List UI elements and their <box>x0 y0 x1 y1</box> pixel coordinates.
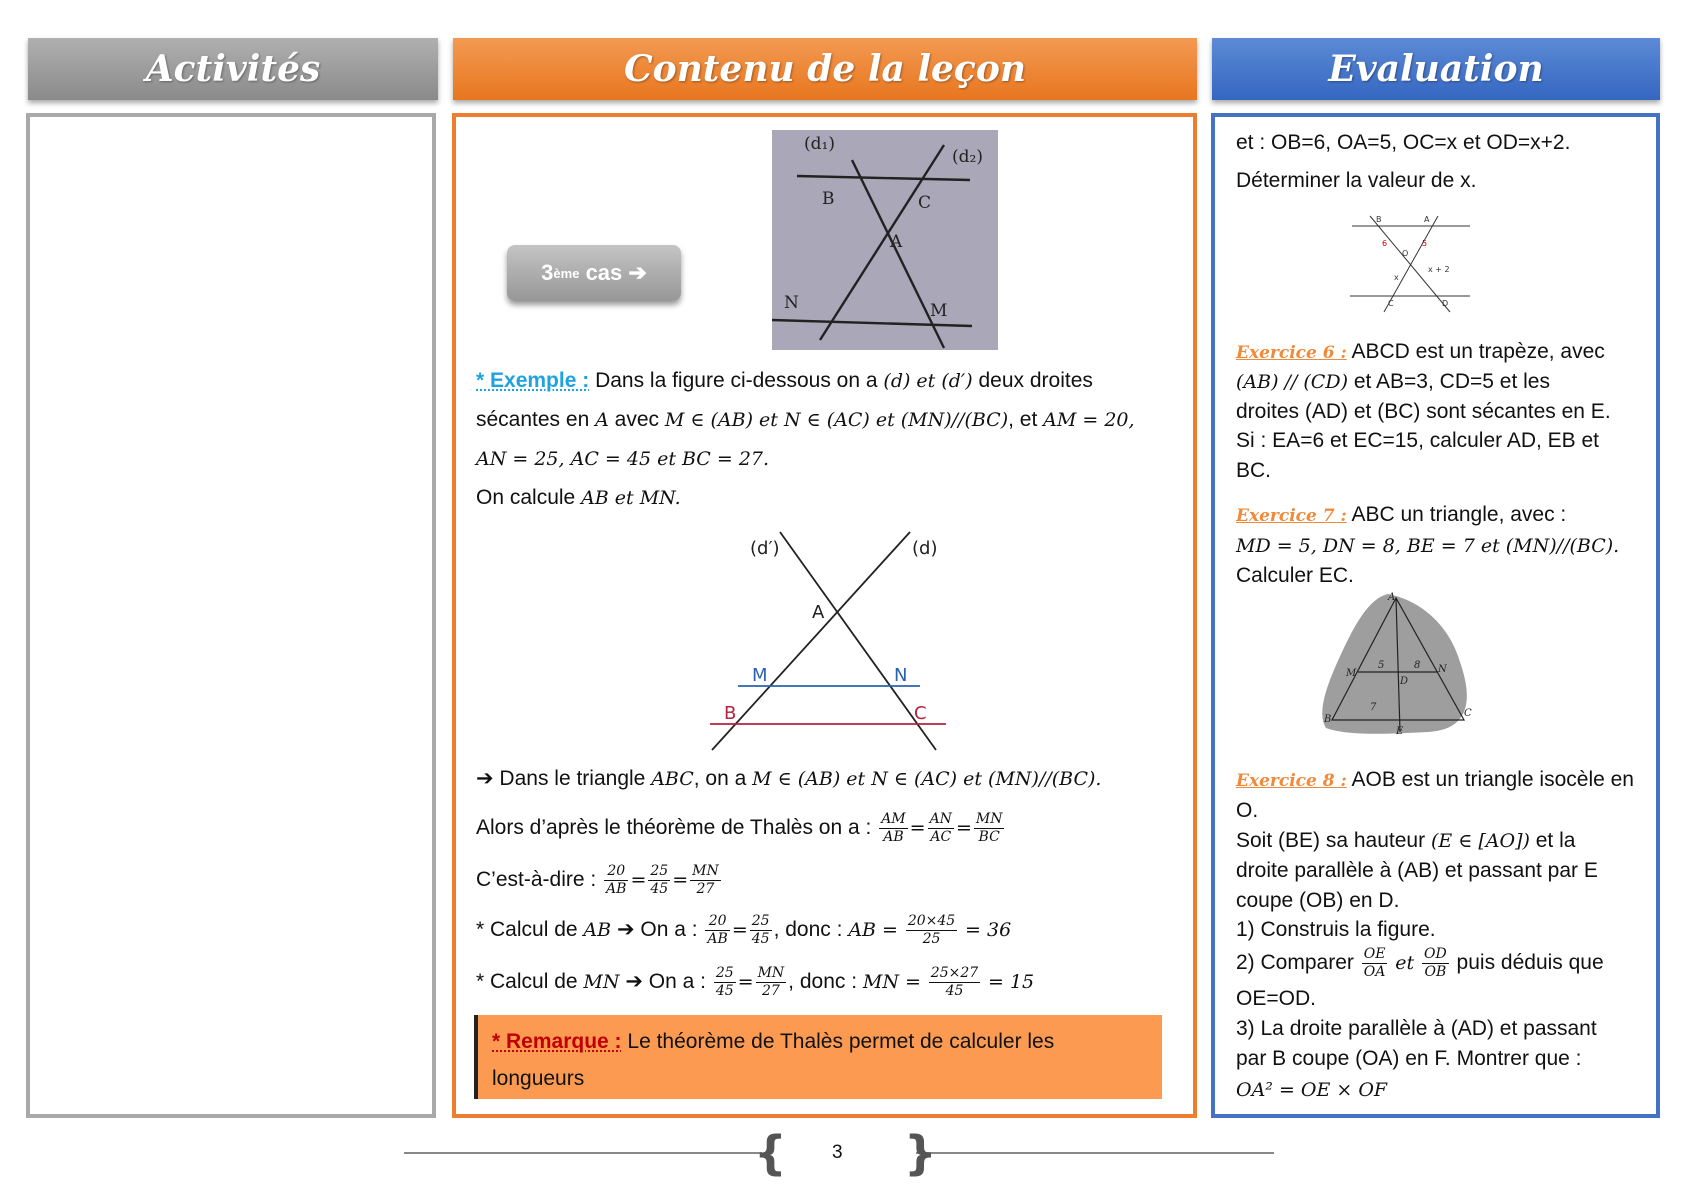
frac-den: AB <box>707 930 728 947</box>
ex6-line-2 <box>1236 367 1550 397</box>
header-lecon: Contenu de la leçon <box>453 38 1197 100</box>
frac-den: 45 <box>715 982 734 999</box>
footer-line-right <box>916 1152 1274 1154</box>
remark-box <box>474 1015 1162 1099</box>
label-C2: C <box>914 703 927 724</box>
ex8-l11: OA² = OE × OF <box>1236 1079 1388 1101</box>
eq-sign: = <box>672 869 689 891</box>
label-D3: D <box>1442 299 1449 308</box>
frac-num: AM <box>881 810 906 827</box>
figure-ex7 <box>1318 592 1476 736</box>
s4-m: AB <box>583 919 612 941</box>
line-ac <box>1384 216 1438 312</box>
frac-num: 20 <box>705 913 729 931</box>
ex8-line-3 <box>1236 826 1575 856</box>
label-N2: N <box>894 665 908 686</box>
label-O3: O <box>1402 249 1409 258</box>
s5-m: MN <box>583 971 620 993</box>
frac-num: OD <box>1424 945 1447 962</box>
ex7-label: Exercice 7 : <box>1236 506 1347 526</box>
frac-den: OA <box>1363 963 1386 980</box>
s1-m2: M ∈ (AB) et N ∈ (AC) et (MN)//(BC). <box>752 768 1102 790</box>
label-5: 5 <box>1422 239 1428 248</box>
ex8-line-11 <box>1236 1075 1387 1105</box>
frac-oe-oa <box>1362 946 1388 981</box>
frac-mn-bc <box>974 811 1005 846</box>
s5-a: * Calcul de <box>476 970 578 993</box>
ex8-l7-b: puis déduis que <box>1456 951 1604 974</box>
label-d2: (d₂) <box>952 147 983 167</box>
label-B: B <box>822 189 835 209</box>
page-number: 3 <box>832 1142 843 1163</box>
frac-num: 25 <box>751 912 770 929</box>
label-C4: C <box>1464 708 1472 719</box>
eval-line-1: et : OB=6, OA=5, OC=x et OD=x+2. <box>1236 131 1571 154</box>
case-word: cas <box>585 260 623 285</box>
frac-num: MN <box>757 964 785 981</box>
remark-text: Le théorème de Thalès permet de calculer les longueurs <box>492 1030 1055 1090</box>
frac-num: MN <box>975 810 1003 827</box>
ex8-l1: AOB est un triangle isocèle en <box>1351 768 1634 791</box>
ex6-m1: (AB) // (CD) <box>1236 371 1348 393</box>
label-dprime: (d′) <box>750 538 780 559</box>
frac-25x27-45 <box>929 965 980 1000</box>
s2-a: Alors d’après le théorème de Thalès on a : <box>476 816 872 839</box>
arrow-right-icon: ➔ <box>628 260 647 285</box>
eval-line-2: Déterminer la valeur de x. <box>1236 169 1477 192</box>
s4-c: , donc : <box>773 918 843 941</box>
eq-sign: = <box>630 869 647 891</box>
eq-sign: = <box>731 919 748 941</box>
header-evaluation: Evaluation <box>1212 38 1660 100</box>
label-d1: (d₁) <box>804 134 835 154</box>
frac-20-ab-b <box>705 913 729 948</box>
label-N: N <box>784 293 799 313</box>
label-C: C <box>918 193 932 213</box>
ex8-line-7 <box>1236 940 1604 986</box>
label-N4: N <box>1438 664 1447 675</box>
ex6-label: Exercice 6 : <box>1236 343 1347 363</box>
label-x: x <box>1394 273 1399 282</box>
frac-od-ob <box>1422 946 1449 981</box>
footer-brace-right-icon: } <box>904 1126 937 1180</box>
example-line-4 <box>476 483 681 513</box>
label-A3: A <box>1424 215 1430 224</box>
frac-am-ab <box>879 811 907 846</box>
ex8-line-6: 1) Construis la figure. <box>1236 918 1436 941</box>
s4-a: * Calcul de <box>476 918 578 941</box>
frac-den: AB <box>883 828 904 845</box>
ex7-m: MD = 5, DN = 8, BE = 7 et (MN)//(BC). <box>1236 535 1620 557</box>
frac-den: BC <box>978 828 1000 845</box>
label-6: 6 <box>1382 239 1388 248</box>
ex7-line-2 <box>1236 531 1619 561</box>
s4-b: ➔ On a : <box>616 918 698 941</box>
figure-ex5 <box>1346 208 1474 318</box>
frac-mn-27 <box>690 863 721 898</box>
case-num: 3 <box>541 260 554 285</box>
figure-example <box>700 528 960 754</box>
eq-sign: = <box>909 817 926 839</box>
ex7-line-1 <box>1236 500 1566 531</box>
eq-sign: = <box>737 971 754 993</box>
ex8-label: Exercice 8 : <box>1236 771 1347 791</box>
ex6-line-5: BC. <box>1236 459 1272 482</box>
example-l4-m: AB et MN. <box>581 487 681 509</box>
ex8-line-10: par B coupe (OA) en F. Montrer que : <box>1236 1047 1582 1070</box>
ex8-line-8: OE=OD. <box>1236 987 1316 1010</box>
label-B4: B <box>1324 714 1332 725</box>
ex6-line-1 <box>1236 337 1605 368</box>
s3-a: C’est-à-dire : <box>476 868 597 891</box>
s1-b: , on a <box>693 767 747 790</box>
label-E4: E <box>1396 726 1404 736</box>
example-l2-c: , et <box>1008 408 1038 431</box>
case-sup: ème <box>553 265 580 281</box>
s5-c: , donc : <box>788 970 858 993</box>
ex8-line-9: 3) La droite parallèle à (AD) et passant <box>1236 1017 1597 1040</box>
frac-mn-27-c <box>756 965 787 1000</box>
frac-den: 45 <box>650 880 669 897</box>
example-line-2 <box>476 405 1135 435</box>
frac-num: 25 <box>715 964 734 981</box>
ex8-l3-b: et la <box>1535 829 1576 852</box>
footer-line-left <box>404 1152 762 1154</box>
ex8-line-1 <box>1236 765 1634 796</box>
s4-result: = 36 <box>965 919 1012 941</box>
frac-num: MN <box>692 862 719 879</box>
example-l2-m3: AM = 20, <box>1043 409 1135 431</box>
example-l2-b: avec <box>614 408 660 431</box>
frac-den: 27 <box>761 982 780 999</box>
ex8-et: et <box>1395 952 1415 974</box>
frac-num: AN <box>929 810 952 827</box>
line-d <box>712 532 910 750</box>
frac-num: OE <box>1363 945 1386 962</box>
line-dprime <box>780 532 936 750</box>
example-l1-a: Dans la figure ci-dessous on a <box>595 369 878 392</box>
frac-20-ab <box>604 863 628 898</box>
s5-result: = 15 <box>988 971 1035 993</box>
frac-num: 25 <box>650 862 669 879</box>
s5-m2: MN = <box>862 971 921 993</box>
header-activites: Activités <box>28 38 438 100</box>
frac-25-45-b <box>750 913 772 948</box>
remark-label: * Remarque : <box>492 1030 622 1053</box>
s1-a: ➔ Dans le triangle <box>476 767 646 790</box>
solution-line-5 <box>476 958 1034 1006</box>
solution-line-1 <box>476 764 1101 794</box>
ex6-l2: et AB=3, CD=5 et les <box>1353 370 1550 393</box>
s4-m2: AB = <box>848 919 898 941</box>
s1-m1: ABC <box>651 768 694 790</box>
example-l2-a: sécantes en <box>476 408 590 431</box>
frac-num: 20×45 <box>907 912 956 929</box>
frac-num: 20 <box>604 863 628 881</box>
label-M: M <box>930 301 948 321</box>
example-line-3 <box>476 444 769 474</box>
footer-brace-left-icon: { <box>754 1126 787 1180</box>
frac-20x45-25 <box>906 913 957 948</box>
label-d: (d) <box>912 538 938 559</box>
example-label: * Exemple : <box>476 369 590 392</box>
frac-den: 45 <box>945 982 964 999</box>
label-M2: M <box>752 665 768 686</box>
ex7-l1: ABC un triangle, avec : <box>1351 503 1567 526</box>
frac-an-ac <box>928 811 954 846</box>
ex6-line-4: Si : EA=6 et EC=15, calculer AD, EB et <box>1236 429 1600 452</box>
example-l3-m: AN = 25, AC = 45 et BC = 27. <box>476 448 770 470</box>
solution-line-4 <box>476 906 1011 954</box>
example-l2-m2: M ∈ (AB) et N ∈ (AC) et (MN)//(BC) <box>664 409 1009 431</box>
ex7-line-3: Calculer EC. <box>1236 564 1354 587</box>
ex6-line-3: droites (AD) et (BC) sont sécantes en E. <box>1236 400 1611 423</box>
frac-den: 45 <box>751 930 770 947</box>
label-A4: A <box>1388 592 1396 603</box>
example-line-1 <box>476 366 1093 396</box>
label-B3: B <box>1376 215 1382 224</box>
label-A: A <box>890 232 903 252</box>
label-5-4: 5 <box>1378 660 1385 671</box>
eq-sign: = <box>955 817 972 839</box>
figure-thales-case3 <box>772 130 998 350</box>
ex8-line-5: coupe (OB) en D. <box>1236 889 1400 912</box>
example-l1-m: (d) et (d′) <box>883 370 973 392</box>
label-7-4: 7 <box>1370 702 1377 713</box>
ex8-l3-m: (E ∈ [AO]) <box>1430 830 1530 852</box>
ex8-line-2: O. <box>1236 799 1259 822</box>
ex8-l3-a: Soit (BE) sa hauteur <box>1236 829 1426 852</box>
example-l4-a: On calcule <box>476 486 576 509</box>
panel-activites <box>26 113 436 1118</box>
frac-25-45 <box>648 863 670 898</box>
case-3-button[interactable] <box>507 245 681 301</box>
frac-den: AB <box>606 880 627 897</box>
label-8-4: 8 <box>1414 660 1421 671</box>
frac-den: 27 <box>696 880 715 897</box>
label-C3: C <box>1388 299 1394 308</box>
frac-num: 25×27 <box>930 964 979 981</box>
ex8-l7-a: 2) Comparer <box>1236 951 1354 974</box>
frac-den: 25 <box>922 930 941 947</box>
line-bd <box>1370 216 1450 312</box>
s5-b: ➔ On a : <box>625 970 706 993</box>
label-xp2: x + 2 <box>1428 265 1450 274</box>
label-B2: B <box>724 703 737 724</box>
label-A2: A <box>812 602 825 623</box>
solution-line-2 <box>476 804 1006 852</box>
label-D4: D <box>1400 676 1409 687</box>
frac-25-45-c <box>714 965 736 1000</box>
example-l2-m1: A <box>595 409 609 431</box>
frac-den: OB <box>1424 963 1447 980</box>
example-l1-b: deux droites <box>978 369 1093 392</box>
frac-den: AC <box>930 828 952 845</box>
ex6-l1: ABCD est un trapèze, avec <box>1351 340 1605 363</box>
solution-line-3 <box>476 856 723 904</box>
ex8-line-4: droite parallèle à (AB) et passant par E <box>1236 859 1598 882</box>
label-M4: M <box>1346 668 1357 679</box>
